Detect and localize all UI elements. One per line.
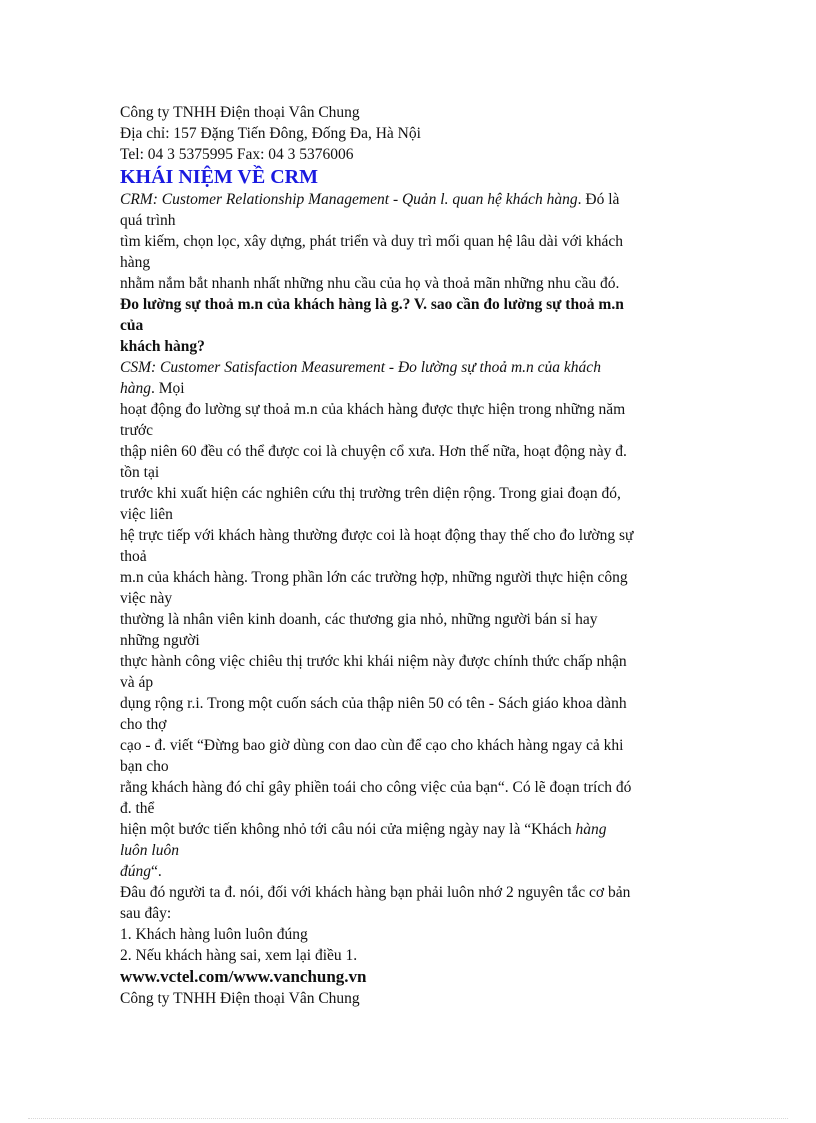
quote-italic: hàng [575, 821, 607, 838]
body-line: thực hành công việc chiêu thị trước khi khái niệm này được chính thức chấp nhận [120, 653, 627, 670]
page-title: KHÁI NIỆM VỀ CRM [120, 166, 318, 188]
crm-definition [120, 189, 700, 210]
csm-term-word: hàng [120, 380, 151, 397]
body-line: và áp [120, 674, 154, 691]
company-name: Công ty TNHH Điện thoại Vân Chung [120, 104, 360, 121]
body-paragraph [120, 399, 700, 819]
page-divider [28, 1118, 788, 1119]
quote-line-2: luôn luôn [120, 842, 179, 859]
body-line: cho thợ [120, 716, 167, 733]
body-line: trước khi xuất hiện các nghiên cứu thị trường trên diện rộng. Trong giai đoạn đó, [120, 485, 621, 502]
text-line: quá trình [120, 212, 176, 229]
body-line: dụng rộng r.i. Trong một cuốn sách của thập niên 50 có tên - Sách giáo khoa dành [120, 695, 627, 712]
question-heading-cont: của [120, 317, 144, 334]
body-line: việc liên [120, 506, 173, 523]
rule-1: 1. Khách hàng luôn luôn đúng [120, 926, 308, 943]
company-address: Địa chỉ: 157 Đặng Tiến Đông, Đống Đa, Hà Nội [120, 125, 421, 142]
body-line: cạo - đ. viết “Đừng bao giờ dùng con dao cùn để cạo cho khách hàng ngay cả khi [120, 737, 624, 754]
quote-close: “. [151, 863, 162, 880]
crm-term: CRM: Customer Relationship Management - Quản l. quan hệ khách hàng [120, 191, 578, 208]
body-line: trước [120, 422, 153, 439]
text-line: hàng [120, 254, 151, 271]
body-line: những người [120, 632, 200, 649]
csm-term: CSM: Customer Satisfaction Measurement - Đo lường sự thoả m.n của khách [120, 359, 601, 376]
body-line: bạn cho [120, 758, 169, 775]
website-link[interactable]: www.vctel.com/www.vanchung.vn [120, 967, 367, 986]
csm-rest: . Mọi [151, 380, 185, 397]
footer-company: Công ty TNHH Điện thoại Vân Chung [120, 990, 360, 1007]
csm-term-cont [120, 378, 700, 399]
crm-rest: . Đó là [577, 191, 620, 208]
body-line: rằng khách hàng đó chỉ gây phiền toái cho công việc của bạn“. Có lẽ đoạn trích đó [120, 779, 632, 796]
body-line: hoạt động đo lường sự thoả m.n của khách hàng được thực hiện trong những năm [120, 401, 626, 418]
body-line: m.n của khách hàng. Trong phần lớn các trường hợp, những người thực hiện công [120, 569, 628, 586]
body-line: việc này [120, 590, 173, 607]
company-phone: Tel: 04 3 5375995 Fax: 04 3 5376006 [120, 146, 354, 163]
body-line: thập niên 60 đều có thể được coi là chuyện cổ xưa. Hơn thế nữa, hoạt động này đ. [120, 443, 627, 460]
quote-line-3 [120, 861, 700, 882]
body-line: thoả [120, 548, 147, 565]
body-line: đ. thể [120, 800, 155, 817]
question-heading-end: khách hàng? [120, 338, 205, 355]
quote-line [120, 819, 700, 840]
document-page [120, 102, 700, 1009]
principles-intro: Đâu đó người ta đ. nói, đối với khách hàng bạn phải luôn nhớ 2 nguyên tắc cơ bản [120, 884, 631, 901]
body-line: thường là nhân viên kinh doanh, các thương gia nhỏ, những người bán sỉ hay [120, 611, 598, 628]
rule-2: 2. Nếu khách hàng sai, xem lại điều 1. [120, 947, 358, 964]
text-line: tìm kiếm, chọn lọc, xây dựng, phát triển và duy trì mối quan hệ lâu dài với khách [120, 233, 624, 250]
quote-plain: hiện một bước tiến không nhỏ tới câu nói cửa miệng ngày nay là “Khách [120, 821, 576, 838]
body-line: tồn tại [120, 464, 160, 481]
body-line: hệ trực tiếp với khách hàng thường được coi là hoạt động thay thế cho đo lường sự [120, 527, 634, 544]
question-heading: Đo lường sự thoả m.n của khách hàng là g.? V. sao cần đo lường sự thoả m.n [120, 296, 624, 313]
principles-intro-cont: sau đây: [120, 905, 172, 922]
text-line: nhằm nắm bắt nhanh nhất những nhu cầu của họ và thoả mãn những nhu cầu đó. [120, 275, 620, 292]
quote-italic-end: đúng [120, 863, 151, 880]
